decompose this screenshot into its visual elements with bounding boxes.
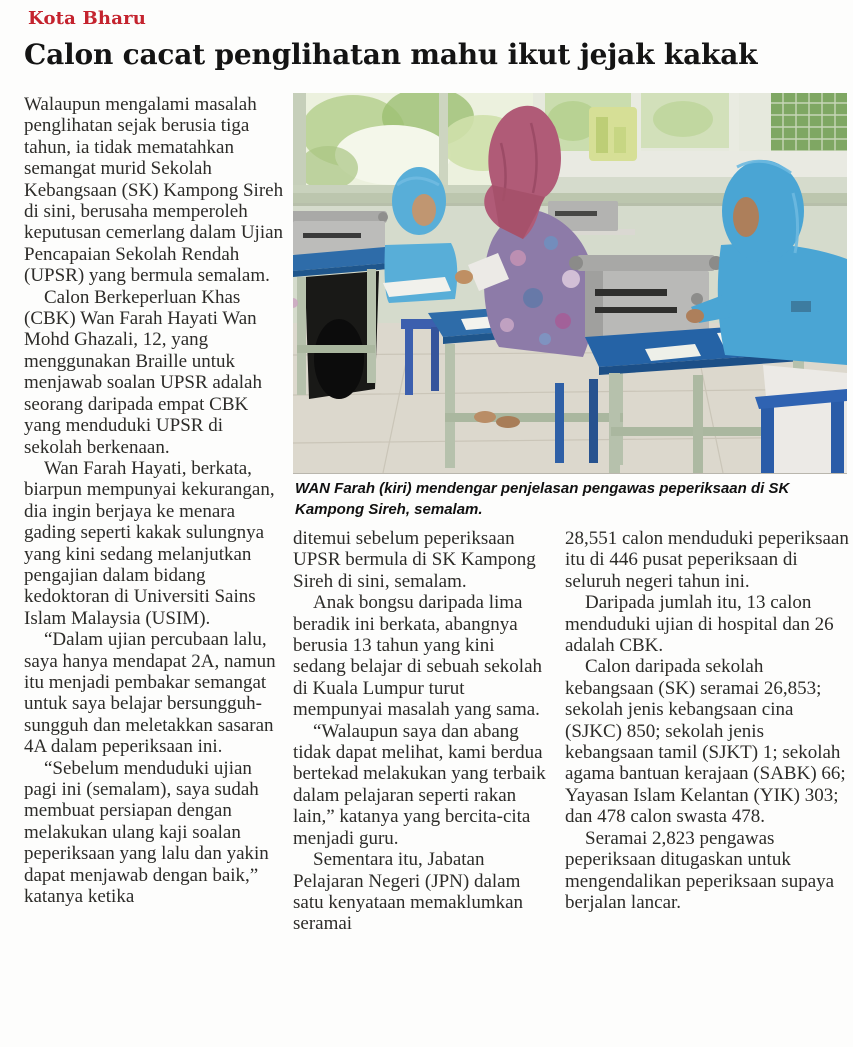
paragraph: Walaupun mengalami masalah penglihatan sejak berusia tiga tahun, ia tidak mematahkan semangat murid Sekolah Kebangsaan (SK) Kampong Sireh di sini, berusaha memperoleh keputusan cemerlang dalam Ujian Pencapaian Sekolah Rendah (UPSR) yang bermula semalam. (24, 94, 284, 287)
column-left (24, 94, 285, 907)
paragraph: “Walaupun saya dan abang tidak dapat melihat, kami berdua bertekad melakukan yang terbaik dalam pelajaran seperti rakan lain,” katanya yang bercita-cita menjadi guru. (293, 720, 546, 849)
photo-caption: WAN Farah (kiri) mendengar penjelasan pengawas peperiksaan di SK Kampong Sireh, semalam. (295, 480, 790, 518)
headline: Calon cacat penglihatan mahu ikut jejak kakak (24, 38, 758, 71)
paragraph: Sementara itu, Jabatan Pelajaran Negeri (JPN) dalam satu kenyataan memaklumkan seramai (293, 849, 524, 935)
paragraph: 28,551 calon menduduki peperiksaan itu di 446 pusat peperiksaan di seluruh negeri tahun ini. (565, 528, 849, 592)
left-student-face (412, 194, 436, 226)
paragraph: Anak bongsu daripada lima beradik ini berkata, abangnya berusia 13 tahun yang kini sedang belajar di sebuah sekolah di Kuala Lumpur turut mempunyai masalah yang sama. (293, 592, 543, 721)
kicker-location: Kota Bharu (28, 8, 147, 29)
classroom-photo-illustration (293, 93, 847, 473)
paragraph: Calon Berkeperluan Khas (CBK) Wan Farah Hayati Wan Mohd Ghazali, 12, yang menggunakan Braille untuk menjawab soalan UPSR adalah seorang daripada empat CBK yang menduduki UPSR di sekolah berkenaan. (24, 286, 262, 458)
paragraph: Wan Farah Hayati, berkata, biarpun mempunyai kekurangan, dia ingin berjaya ke menara gading seperti kakak sulungnya yang kini sedang melanjutkan pengajian dalam bidang kedoktoran di Universiti Sains Islam Malaysia (USIM). (24, 457, 275, 629)
paragraph: Calon daripada sekolah kebangsaan (SK) seramai 26,853; sekolah jenis kebangsaan cina (SJKC) 850; sekolah jenis kebangsaan tamil (SJKT) 1; sekolah agama bantuan kerajaan (SABK) 66; Yayasan Islam Kelantan (YIK) 303; dan 478 calon swasta 478. (565, 656, 846, 828)
article-photo (293, 93, 847, 474)
right-student-hand (686, 309, 704, 323)
shadow-under-desk (314, 319, 364, 399)
paragraph: Seramai 2,823 pengawas peperiksaan ditugaskan untuk mengendalikan peperiksaan supaya berjalan lancar. (565, 827, 835, 913)
hijab-badge (791, 301, 811, 312)
wall-poster (589, 107, 637, 161)
column-middle (293, 528, 552, 935)
right-braille-typewriter (585, 271, 709, 337)
paragraph: “Sebelum menduduki ujian pagi ini (semalam), saya sudah membuat persiapan dengan melakukan ulang kaji soalan peperiksaan yang lalu dan yakin dapat menjawab dengan baik,” katanya ketika (24, 757, 269, 908)
column-right (565, 528, 849, 913)
right-student-face (733, 197, 759, 237)
teacher-hand (455, 270, 473, 284)
paragraph: “Dalam ujian percubaan lalu, saya hanya mendapat 2A, namun itu menjadi pembakar semangat untuk saya belajar bersungguh-sungguh dan meletakkan sasaran 4A dalam peperiksaan ini. (24, 629, 276, 758)
paragraph: ditemui sebelum peperiksaan UPSR bermula di SK Kampong Sireh di sini, semalam. (293, 528, 536, 592)
paragraph: Daripada jumlah itu, 13 calon menduduki ujian di hospital dan 26 adalah CBK. (565, 592, 834, 657)
